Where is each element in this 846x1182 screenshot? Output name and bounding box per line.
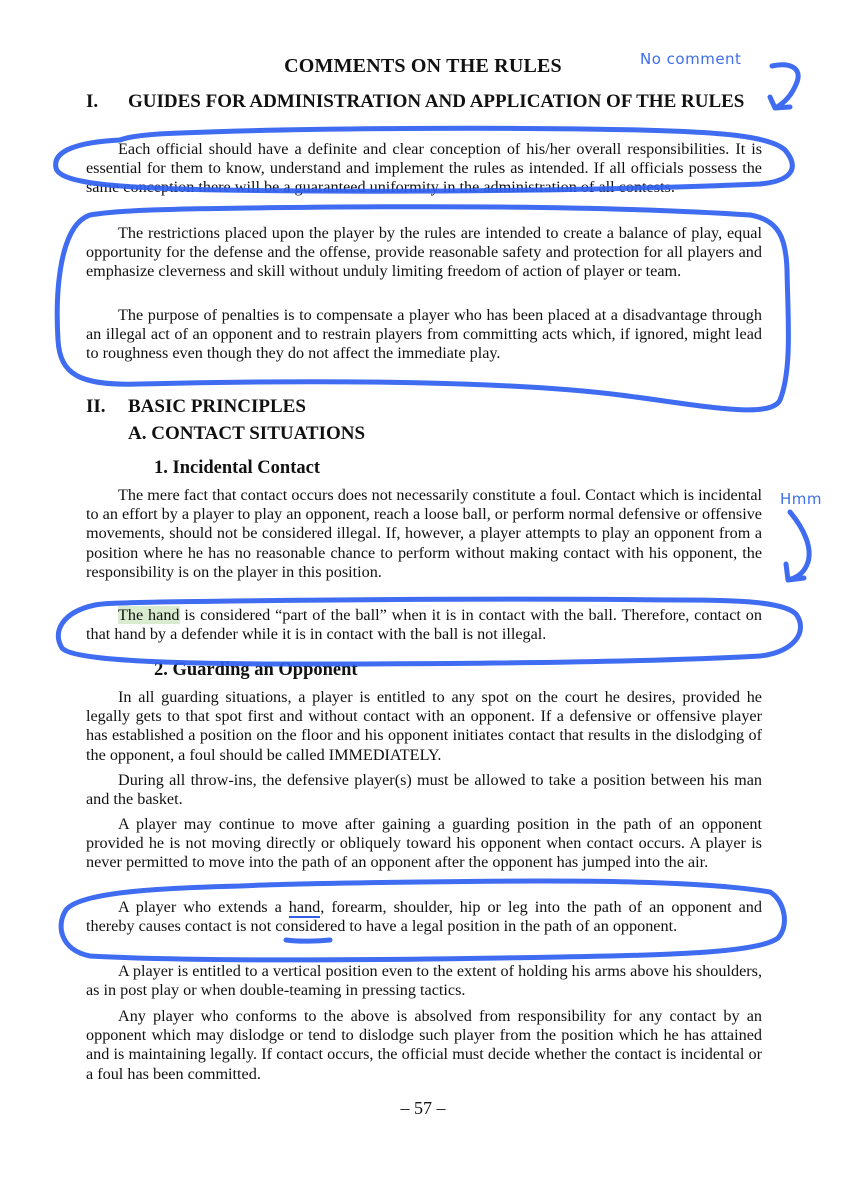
- paragraph-restrictions: The restrictions placed upon the player by the rules are intended to create a balance of play, equal opportunity for the defense and the offense, provide reasonable safety and protection for all players and emphasize cleverness and skill without unduly limiting freedom of action of player or team.: [86, 224, 762, 281]
- section-2-number: II.: [86, 396, 106, 417]
- highlighted-phrase: The hand: [118, 606, 180, 624]
- subsection-1-heading: 1. Incidental Contact: [154, 458, 320, 478]
- paragraph-extends-text-a: A player who extends a: [118, 898, 289, 916]
- paragraph-absolved: Any player who conforms to the above is absolved from responsibility for any contact by an opponent which may dislodge or tend to dislodge such player from the position which he has attained and is maintaining legally. If contact occurs, the official must decide whether the contact is incidental or a foul has been committed.: [86, 1007, 762, 1083]
- paragraph-extends-text-b: , forearm, shoulder, hip or leg into the path of an opponent and thereby causes contact is not considered to have a legal position in the path of an opponent.: [86, 898, 762, 936]
- arrow-hmm: [786, 512, 809, 580]
- paragraph-vertical-position: A player is entitled to a vertical position even to the extent of holding his arms above his shoulders, as in post play or when double-teaming in pressing tactics.: [86, 962, 762, 1000]
- underline-not: [286, 940, 330, 941]
- paragraph-responsibility: Each official should have a definite and clear conception of his/her overall responsibilities. It is essential for them to know, understand and implement the rules as intended. If all officials possess the same conception there will be a guaranteed uniformity in the administration of all contests.: [86, 140, 762, 197]
- annotation-note-hmm: Hmm: [780, 490, 823, 508]
- paragraph-incidental-contact: The mere fact that contact occurs does not necessarily constitute a foul. Contact which is incidental to an effort by a player to play an opponent, reach a loose ball, or perform normal defensive or offensive movements, should not be considered illegal. If, however, a player attempts to play an opponent from a position where he has no reasonable chance to perform without making contact with his opponent, the responsibility is on the player in this position.: [86, 486, 762, 581]
- subsection-2-heading: 2. Guarding an Opponent: [154, 660, 358, 680]
- section-2-title: BASIC PRINCIPLES: [128, 396, 306, 417]
- page-number: – 57 –: [400, 1098, 446, 1118]
- paragraph-throw-ins: During all throw-ins, the defensive player(s) must be allowed to take a position between his man and the basket.: [86, 771, 762, 809]
- paragraph-hand-text: is considered “part of the ball” when it is in contact with the ball. Therefore, contact on that hand by a defender while it is in contact with the ball is not illegal.: [86, 606, 762, 644]
- section-1-number: I.: [86, 91, 99, 112]
- underlined-word: hand: [288, 898, 321, 916]
- paragraph-guarding-spot: In all guarding situations, a player is entitled to any spot on the court he desires, provided he legally gets to that spot first and without contact with an opponent. If a defensive or offensive player has established a position on the floor and his opponent initiates contact that results in the dislodging of the opponent, a foul should be called IMMEDIATELY.: [86, 688, 762, 764]
- subsection-a-heading: A. CONTACT SITUATIONS: [128, 423, 366, 444]
- paragraph-continue-to-move: A player may continue to move after gaining a guarding position in the path of an opponent provided he is not moving directly or obliquely toward his opponent when contact occurs. A player is never permitted to move into the path of an opponent after the opponent has jumped into the air.: [86, 815, 762, 872]
- section-1-title: GUIDES FOR ADMINISTRATION AND APPLICATION OF THE RULES: [128, 91, 745, 112]
- paragraph-extends-hand: [86, 898, 762, 936]
- paragraph-penalties: The purpose of penalties is to compensate a player who has been placed at a disadvantage through an illegal act of an opponent and to restrain players from committing acts which, if ignored, might lead to roughness even though they do not affect the immediate play.: [86, 306, 762, 363]
- annotation-note-no-comment: No comment: [640, 50, 742, 68]
- page-title: COMMENTS ON THE RULES: [284, 55, 562, 77]
- paragraph-hand-part-of-ball: [86, 606, 762, 644]
